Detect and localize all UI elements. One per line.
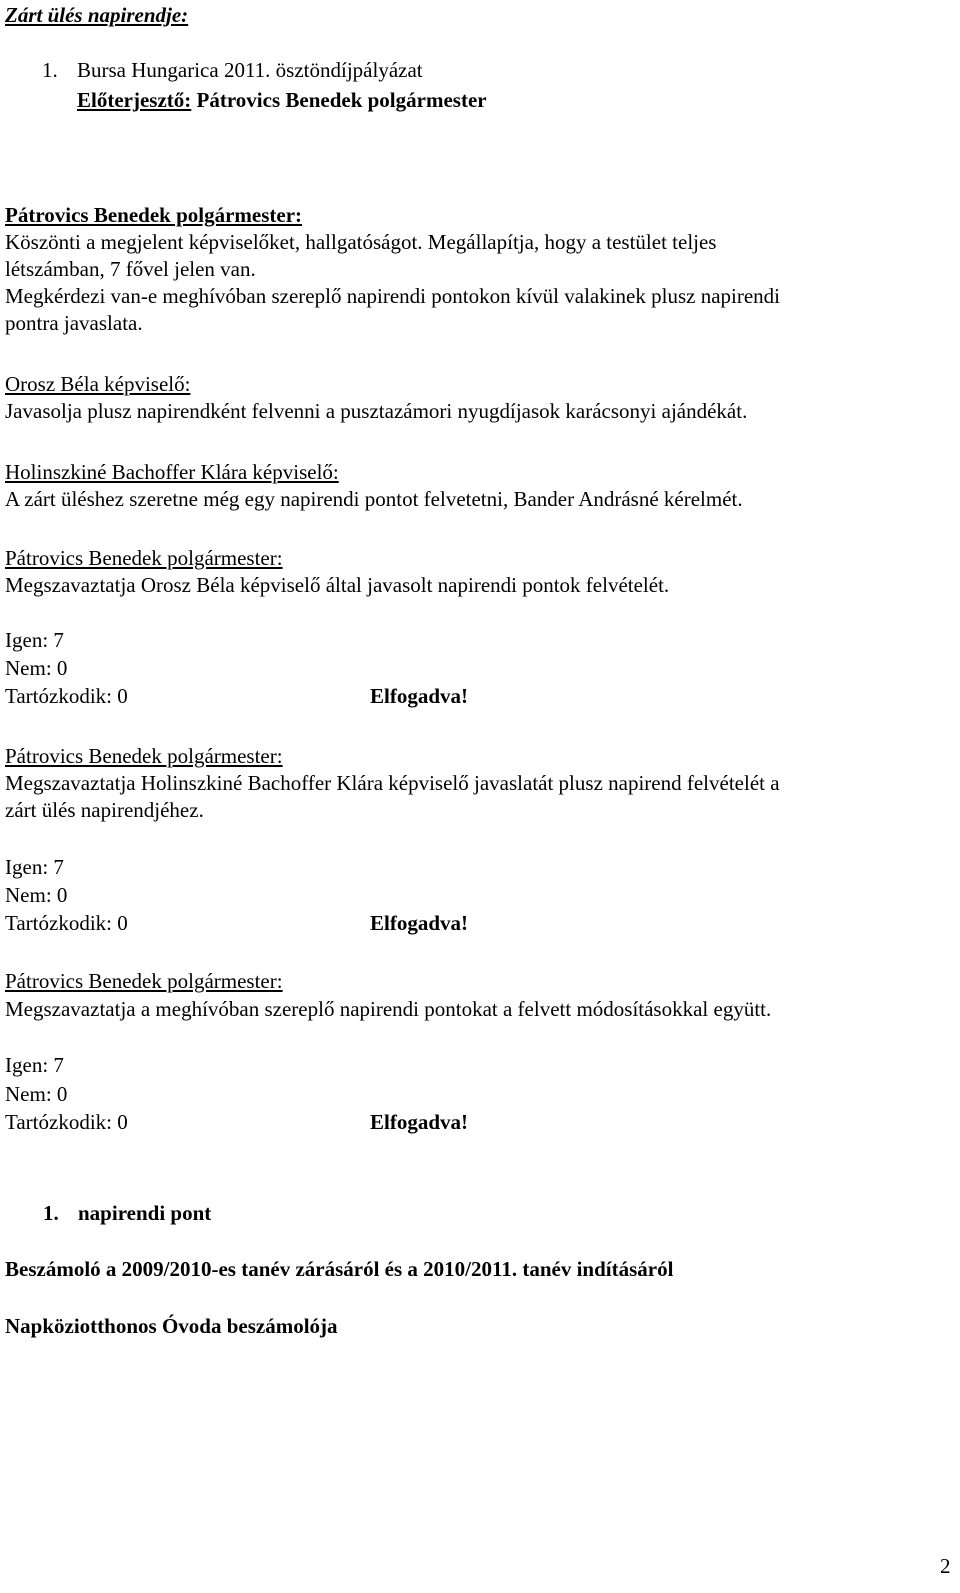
page-number: 2 [940, 1554, 951, 1578]
paragraph-line: Köszönti a megjelent képviselőket, hallgatóságot. Megállapítja, hogy a testület teljes [5, 230, 717, 254]
presenter-line [77, 87, 487, 113]
vote-result: Elfogadva! [370, 1110, 469, 1134]
presenter-name: Pátrovics Benedek polgármester [196, 88, 487, 112]
speaker-heading: Pátrovics Benedek polgármester: [5, 969, 283, 993]
vote-no: Nem: 0 [5, 883, 68, 907]
item-number: 1. [42, 58, 58, 82]
paragraph-line: A zárt üléshez szeretne még egy napirendi pontot felvetetni, Bander Andrásné kérelmét. [5, 487, 743, 511]
vote-no: Nem: 0 [5, 656, 68, 680]
presenter-label: Előterjesztő: [77, 88, 192, 112]
speaker-heading: Pátrovics Benedek polgármester: [5, 203, 303, 227]
vote-result: Elfogadva! [370, 911, 469, 935]
speaker-heading: Pátrovics Benedek polgármester: [5, 546, 283, 570]
vote-result: Elfogadva! [370, 684, 469, 708]
item-title: Bursa Hungarica 2011. ösztöndíjpályázat [77, 58, 423, 82]
closed-session-item [42, 57, 423, 83]
speaker-heading: Orosz Béla képviselő: [5, 372, 191, 396]
agenda-item-label: napirendi pont [78, 1201, 212, 1225]
paragraph-line: zárt ülés napirendjéhez. [5, 798, 204, 822]
paragraph-line: Javasolja plusz napirendként felvenni a pusztazámori nyugdíjasok karácsonyi ajándékát. [5, 399, 748, 423]
vote-yes: Igen: 7 [5, 628, 64, 652]
agenda-item-heading [43, 1200, 211, 1226]
paragraph-line: Megszavaztatja Orosz Béla képviselő által javasolt napirendi pontok felvételét. [5, 573, 670, 597]
agenda-item-number: 1. [43, 1201, 59, 1225]
vote-abstain: Tartózkodik: 0 [5, 911, 128, 935]
vote-yes: Igen: 7 [5, 855, 64, 879]
vote-abstain: Tartózkodik: 0 [5, 684, 128, 708]
closed-session-title: Zárt ülés napirendje: [5, 3, 189, 27]
speaker-heading: Holinszkiné Bachoffer Klára képviselő: [5, 460, 339, 484]
paragraph-line: Megkérdezi van-e meghívóban szereplő napirendi pontokon kívül valakinek plusz napirendi [5, 284, 781, 308]
vote-yes: Igen: 7 [5, 1053, 64, 1077]
report-title: Beszámoló a 2009/2010-es tanév zárásáról és a 2010/2011. tanév indításáról [5, 1257, 674, 1281]
vote-abstain: Tartózkodik: 0 [5, 1110, 128, 1134]
paragraph-line: Megszavaztatja Holinszkiné Bachoffer Klára képviselő javaslatát plusz napirend felvételét a [5, 771, 780, 795]
kindergarten-title: Napköziotthonos Óvoda beszámolója [5, 1314, 338, 1338]
speaker-heading: Pátrovics Benedek polgármester: [5, 744, 283, 768]
paragraph-line: létszámban, 7 fővel jelen van. [5, 257, 256, 281]
paragraph-line: Megszavaztatja a meghívóban szereplő napirendi pontokat a felvett módosításokkal együtt. [5, 997, 772, 1021]
vote-no: Nem: 0 [5, 1082, 68, 1106]
paragraph-line: pontra javaslata. [5, 311, 143, 335]
